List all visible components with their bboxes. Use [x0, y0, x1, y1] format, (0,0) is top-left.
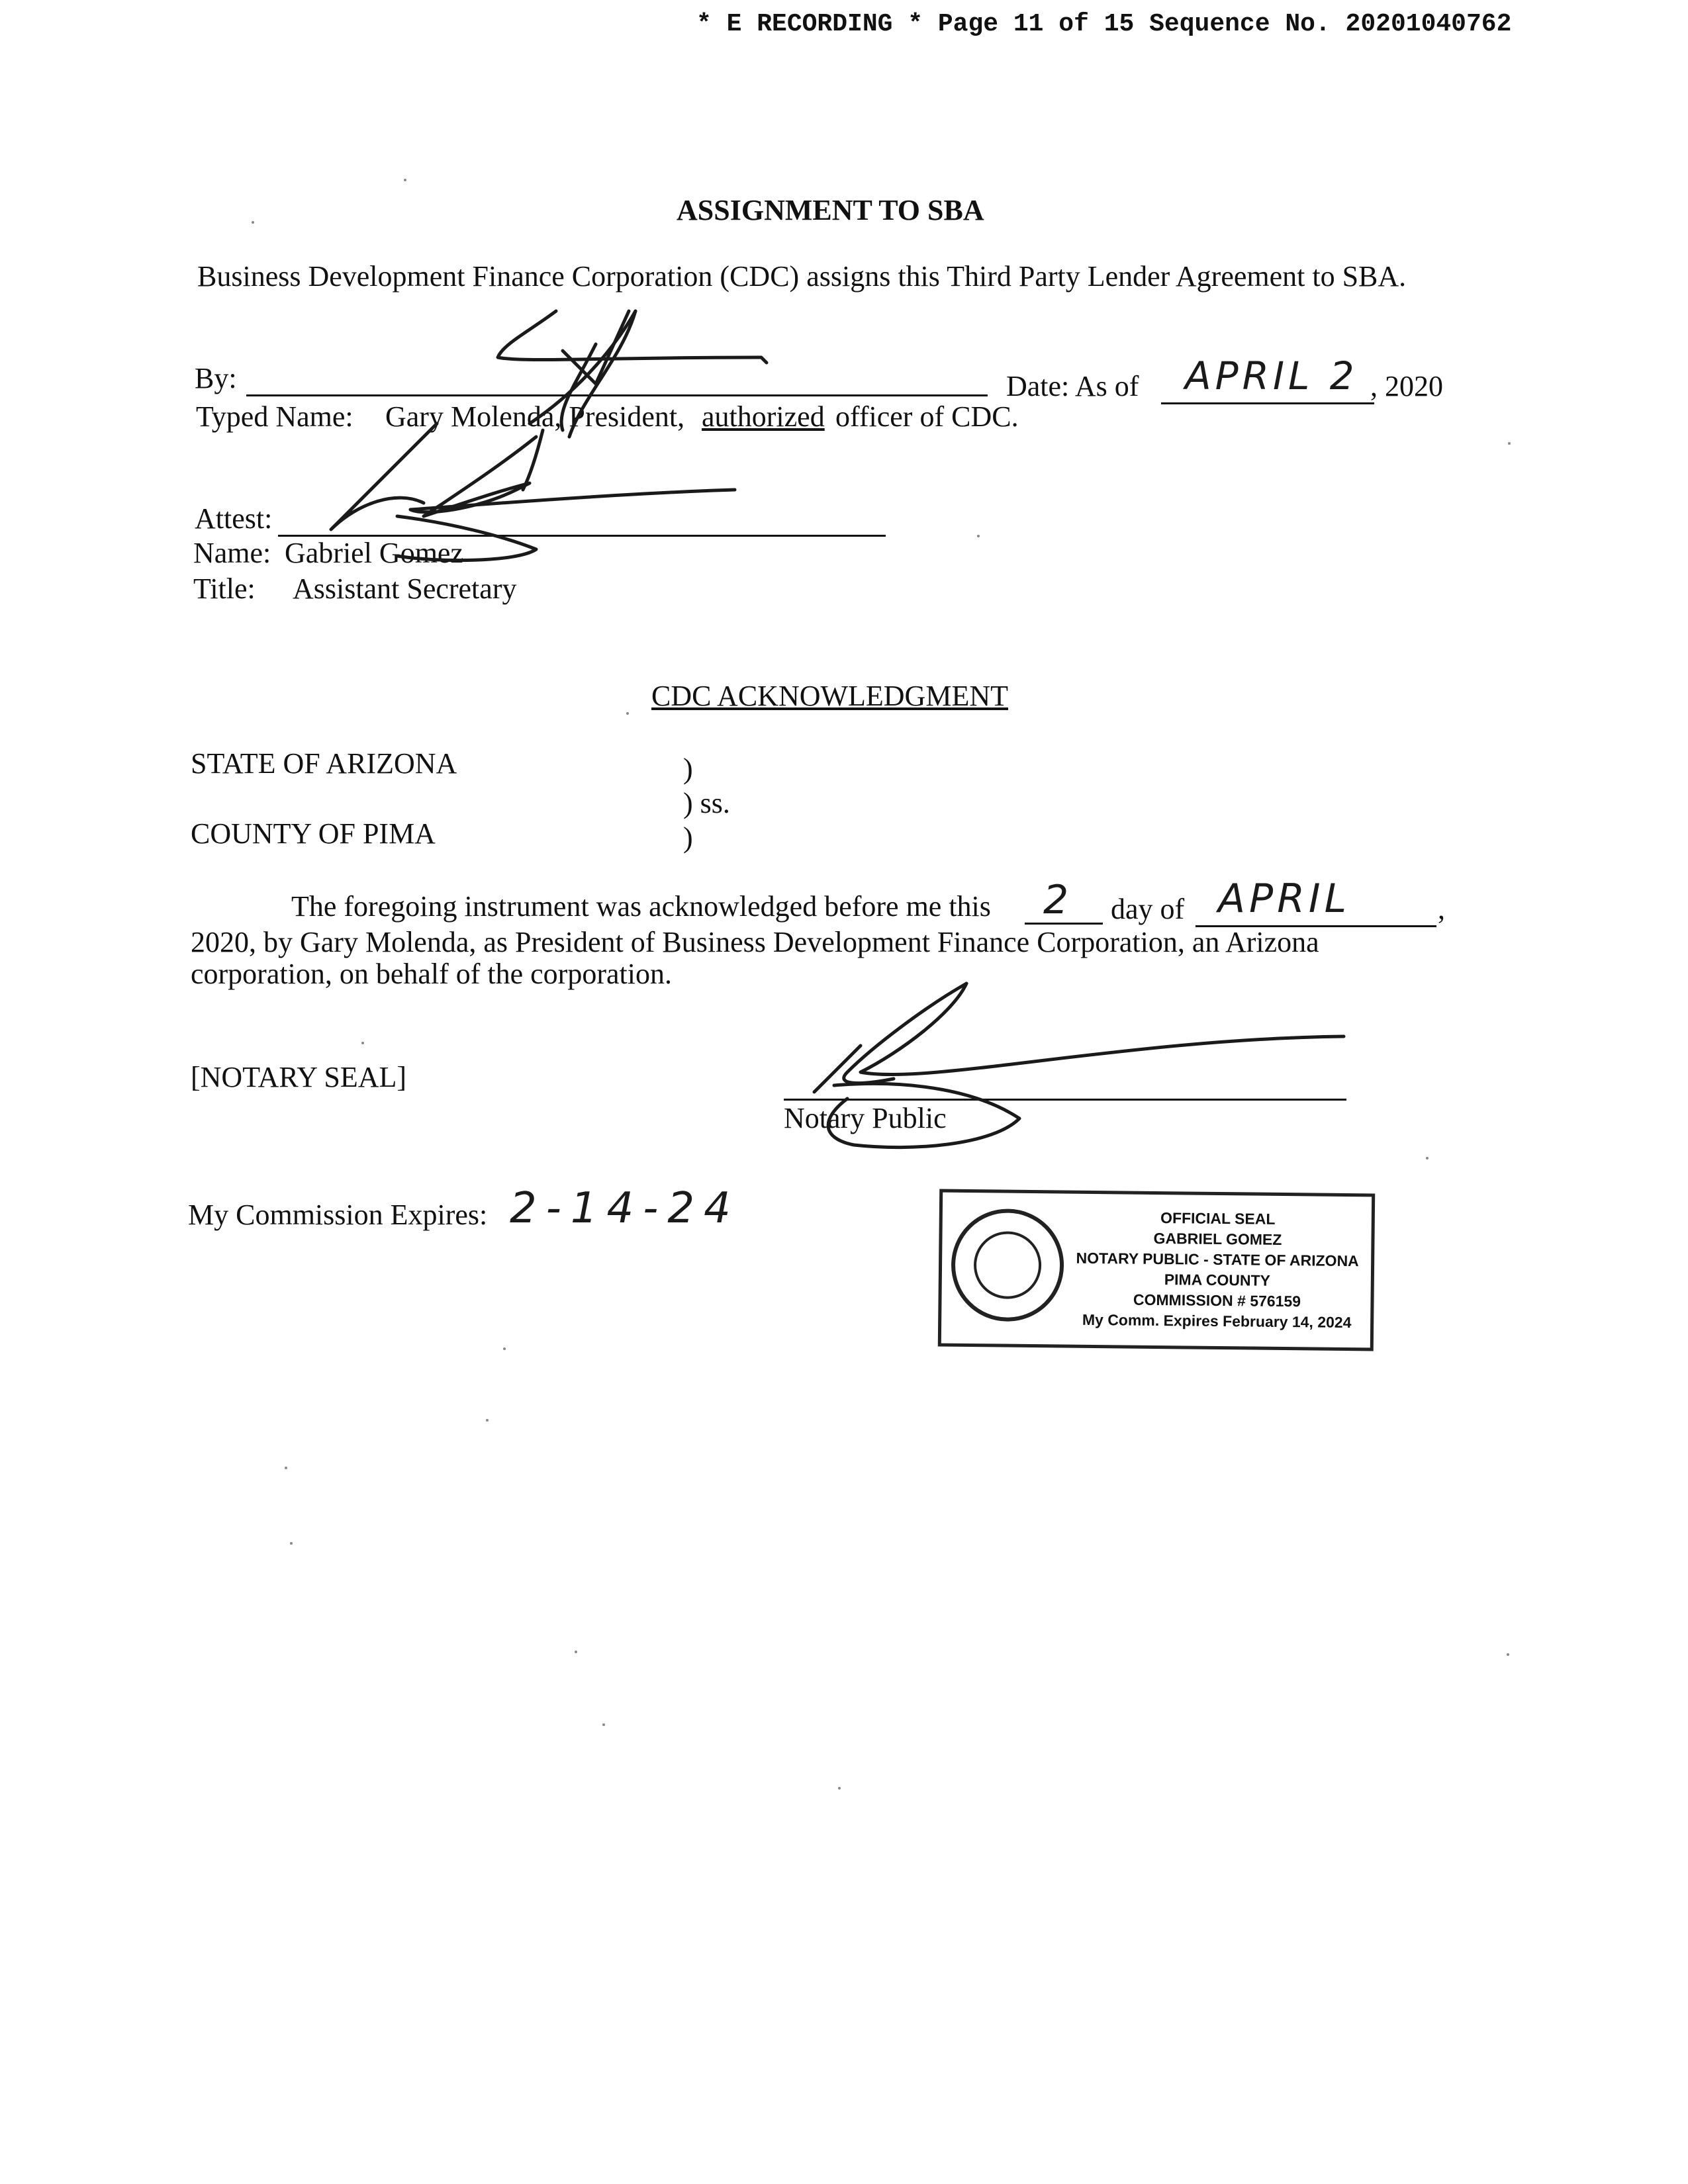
acknowledgment-title: CDC ACKNOWLEDGMENT	[651, 680, 1008, 712]
ack-para-line2: 2020, by Gary Molenda, as President of Business Development Finance Corporation, an Arizona	[191, 926, 1319, 958]
seal-line-1: OFFICIAL SEAL	[1160, 1209, 1276, 1228]
state-label: STATE OF ARIZONA	[191, 747, 457, 780]
title-label: Title:	[193, 572, 256, 605]
day-of-label: day of	[1111, 893, 1185, 925]
commission-label: My Commission Expires:	[188, 1199, 488, 1231]
day-handwritten: 2	[1043, 877, 1073, 923]
paren-bottom: )	[683, 821, 693, 854]
notary-public-label: Notary Public	[784, 1102, 947, 1134]
seal-text	[1071, 1207, 1364, 1334]
assignment-title: ASSIGNMENT TO SBA	[677, 194, 984, 226]
recording-header: * E RECORDING * Page 11 of 15 Sequence No. 20201040762	[696, 10, 1512, 38]
paren-ss: ) ss.	[683, 787, 730, 819]
title-value: Assistant Secretary	[293, 572, 517, 605]
county-label: COUNTY OF PIMA	[191, 817, 436, 850]
attest-label: Attest:	[195, 502, 273, 535]
notary-seal-label: [NOTARY SEAL]	[191, 1061, 407, 1093]
typed-name-underlined: authorized	[702, 400, 825, 433]
seal-line-5: COMMISSION # 576159	[1133, 1291, 1301, 1310]
ack-para-start: The foregoing instrument was acknowledged before me this	[291, 890, 991, 923]
seal-line-2: GABRIEL GOMEZ	[1153, 1229, 1282, 1248]
typed-name-label: Typed Name:	[196, 400, 353, 433]
typed-name-suffix: officer of CDC.	[835, 400, 1019, 433]
month-handwritten: APRIL	[1218, 876, 1351, 922]
state-seal-emblem-icon	[951, 1208, 1064, 1322]
date-handwritten: APRIL 2	[1185, 353, 1358, 398]
name-label: Name:	[193, 537, 271, 569]
commission-handwritten: 2-14-24	[510, 1184, 740, 1233]
seal-line-6: My Comm. Expires February 14, 2024	[1082, 1310, 1352, 1332]
month-comma: ,	[1438, 893, 1445, 925]
paren-top: )	[683, 752, 693, 785]
name-value: Gabriel Gomez	[285, 537, 463, 569]
by-label: By:	[195, 362, 237, 394]
seal-line-3: NOTARY PUBLIC - STATE OF ARIZONA	[1076, 1249, 1359, 1270]
assignment-intro: Business Development Finance Corporation (CDC) assigns this Third Party Lender Agreement to SBA.	[197, 260, 1407, 293]
ack-para-line3: corporation, on behalf of the corporation.	[191, 958, 672, 990]
official-seal-stamp	[938, 1189, 1375, 1351]
typed-name-value: Gary Molenda, President,	[385, 400, 685, 433]
date-year: , 2020	[1370, 370, 1443, 402]
date-label: Date: As of	[1006, 370, 1139, 402]
seal-line-4: PIMA COUNTY	[1164, 1271, 1271, 1289]
